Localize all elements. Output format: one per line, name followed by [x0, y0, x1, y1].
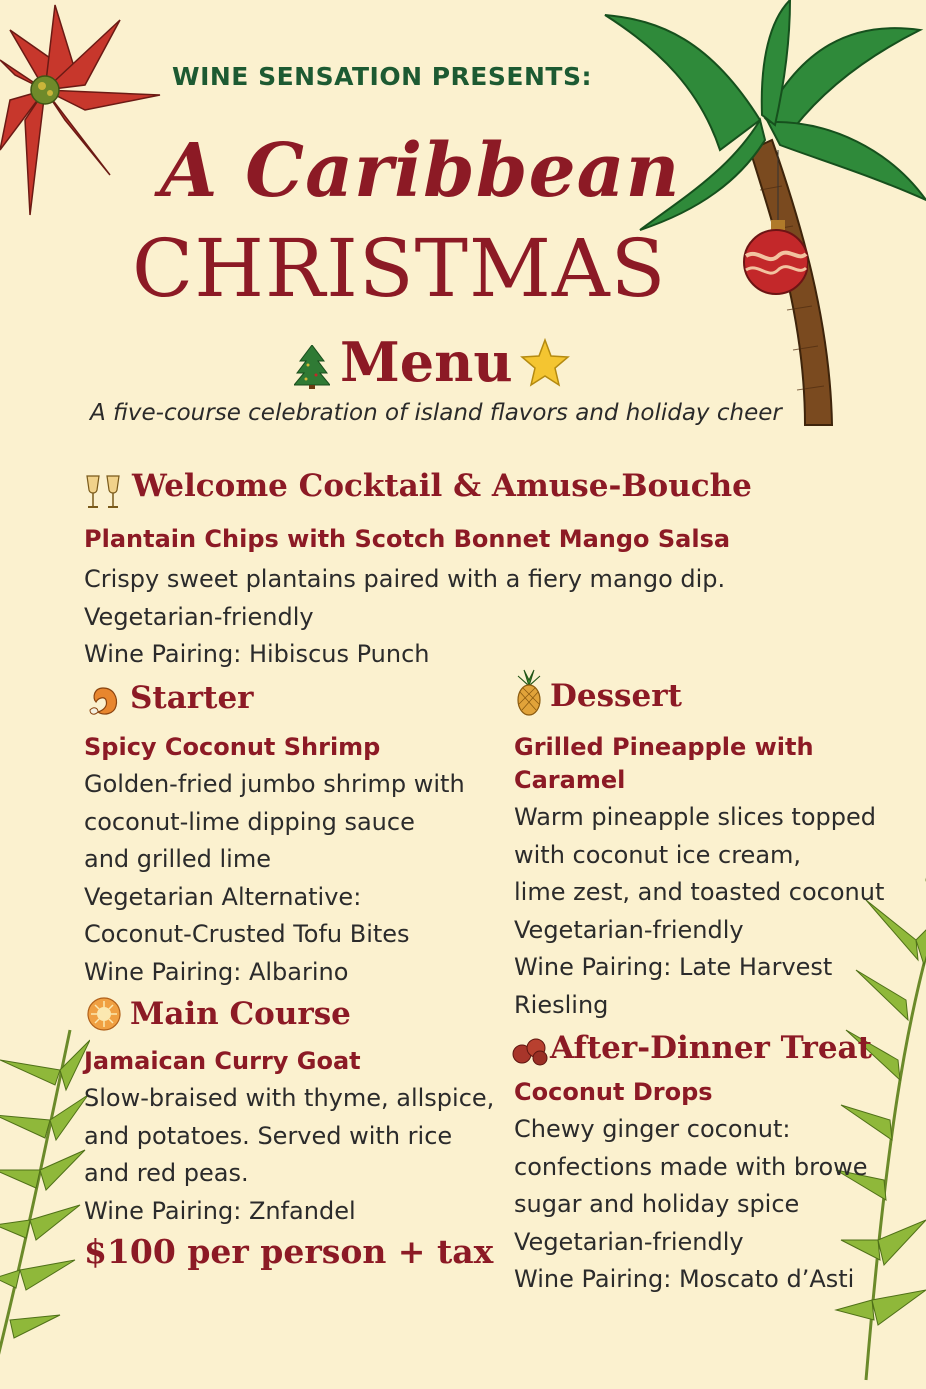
star-icon [520, 338, 570, 388]
after-dinner-description [514, 1111, 868, 1299]
after-dinner-heading: After-Dinner Treat [550, 1030, 872, 1066]
christmas-tree-icon [294, 345, 330, 389]
description-line: and potatoes. Served with rice [84, 1121, 453, 1150]
ornament-icon [738, 150, 808, 300]
presenter-heading: WINE SENSATION PRESENTS: [172, 62, 592, 91]
description-line: Vegetarian Alternative: [84, 882, 362, 911]
title-line-2: CHRISTMAS [132, 222, 667, 315]
dessert-description [514, 799, 884, 1024]
description-line: and red peas. [84, 1159, 249, 1187]
after-dinner-dish: Coconut Drops [514, 1078, 713, 1106]
main-course-heading: Main Course [130, 996, 351, 1032]
description-line: confections made with browe [514, 1152, 868, 1181]
title-line-1: A Caribbean [160, 128, 681, 214]
welcome-heading: Welcome Cocktail & Amuse-Bouche [132, 468, 752, 504]
description-line: coconut-lime dipping sauce [84, 807, 415, 836]
shrimp-icon [86, 686, 120, 718]
welcome-description [84, 561, 725, 674]
palm-leaf-icon [0, 1020, 90, 1389]
wine-pairing: Wine Pairing: Znfandel [84, 1196, 356, 1225]
description-line: with coconut ice cream, [514, 840, 802, 869]
main-course-description [84, 1080, 494, 1230]
wine-pairing: Wine Pairing: Albarino [84, 957, 349, 986]
sun-icon [86, 996, 122, 1032]
starter-heading: Starter [130, 680, 254, 716]
description-line: lime zest, and toasted coconut [514, 878, 885, 906]
berries-icon [510, 1036, 550, 1066]
description-line: Golden-fried jumbo shrimp with [84, 770, 465, 798]
description-line: Vegetarian-friendly [84, 602, 314, 631]
description-line: Vegetarian-friendly [514, 915, 744, 944]
description-line: Vegetarian-friendly [514, 1227, 744, 1256]
description-line: Warm pineapple slices topped [514, 803, 876, 831]
dessert-heading: Dessert [550, 678, 682, 714]
description-line: Slow-braised with thyme, allspice, [84, 1084, 495, 1112]
main-course-dish: Jamaican Curry Goat [84, 1047, 361, 1075]
wine-pairing: Wine Pairing: Hibiscus Punch [84, 640, 430, 668]
tagline: A five-course celebration of island flavors and holiday cheer [90, 400, 782, 426]
description-line: and grilled lime [84, 845, 271, 873]
description-line: Chewy ginger coconut: [514, 1115, 791, 1143]
welcome-dish: Plantain Chips with Scotch Bonnet Mango Salsa [84, 525, 731, 553]
wine-pairing: Riesling [514, 990, 609, 1019]
menu-title: Menu [340, 330, 513, 394]
dish-line: Caramel [514, 766, 626, 794]
dish-line: Grilled Pineapple with [514, 733, 814, 761]
wine-pairing: Wine Pairing: Moscato d’Asti [514, 1265, 855, 1293]
description-line: Crispy sweet plantains paired with a fiery mango dip. [84, 565, 726, 593]
starter-description [84, 766, 465, 991]
wine-pairing: Wine Pairing: Late Harvest [514, 953, 833, 981]
champagne-glasses-icon [84, 474, 124, 510]
starter-dish: Spicy Coconut Shrimp [84, 733, 381, 761]
price: $100 per person + tax [84, 1232, 494, 1271]
description-line: Coconut-Crusted Tofu Bites [84, 920, 410, 948]
dessert-dish [514, 731, 814, 797]
pineapple-icon [514, 668, 544, 716]
poinsettia-icon [0, 0, 170, 220]
description-line: sugar and holiday spice [514, 1190, 800, 1218]
